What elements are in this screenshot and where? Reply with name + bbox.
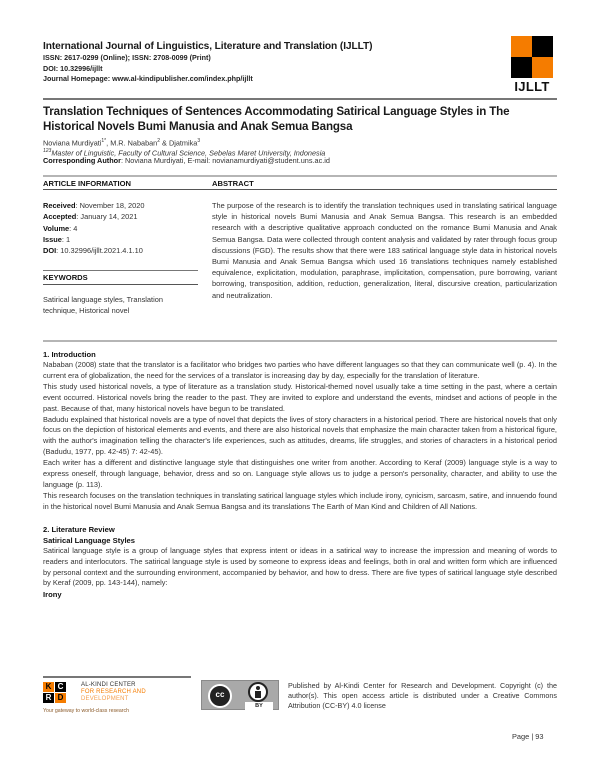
author-2-sup: 2	[157, 138, 161, 144]
kcrd-c: C	[55, 682, 66, 692]
info-issue	[43, 234, 193, 245]
abstract-heading: ABSTRACT	[212, 179, 254, 188]
intro-paragraph: Each writer has a different and distinctive language style that distinguishes one writer from another. According to Keraf (2009) language style is a way to express oneself, through language, behavior, dress and so on. Language style allows us to judge a person's personality, character, and ability to use the language (p. 113).	[43, 458, 557, 489]
info-accepted	[43, 211, 193, 222]
article-info-list	[43, 200, 193, 256]
info-value: : January 14, 2021	[76, 212, 138, 222]
kcrd-tagline: Your gateway to world-class research	[43, 708, 130, 714]
journal-title: International Journal of Linguistics, Literature and Translation (IJLLT)	[43, 41, 373, 52]
literature-review-heading: 2. Literature Review	[43, 524, 115, 534]
logo-text: IJLLT	[514, 79, 550, 94]
kcrd-line2: FOR RESEARCH AND	[81, 689, 146, 695]
journal-doi: DOI: 10.32996/ijllt	[43, 63, 103, 73]
kcrd-line1: AL-KINDI CENTER	[81, 682, 136, 688]
author-3: & Djatmika	[160, 138, 198, 148]
keywords-text: Satirical language styles, Translation technique, Historical novel	[43, 295, 163, 316]
kcrd-d: D	[55, 693, 66, 703]
corresponding-value: : Noviana Murdiyati, E-mail: novianamurdiyati@student.uns.ac.id	[120, 156, 330, 165]
corresponding-label: Corresponding Author	[43, 156, 121, 165]
kcrd-line3: DEVELOPMENT	[81, 696, 129, 702]
kcrd-r: R	[43, 693, 54, 703]
paper-title	[43, 104, 557, 134]
affiliation-sup: 123	[43, 148, 52, 154]
keywords-heading: KEYWORDS	[43, 273, 88, 282]
info-received	[43, 200, 193, 211]
irony-subheading: Irony	[43, 590, 62, 600]
page-number: Page | 93	[512, 732, 544, 741]
info-top-divider	[43, 175, 557, 177]
affiliation-text: Master of Linguistic, Faculty of Cultural Science, Sebelas Maret University, Indonesia	[51, 148, 326, 158]
info-label: Received	[43, 201, 76, 210]
info-header-underline	[43, 189, 557, 190]
intro-paragraph: Nababan (2008) state that the translator is a facilitator who bridges two parties who have different languages so that they can communicate well (p. 4). In the current era of globalization, the need for the services of a translator is increasing day by day, especially for the translation of literature.	[43, 360, 557, 380]
journal-homepage[interactable]: Journal Homepage: www.al-kindipublisher.com/index.php/ijllt	[43, 74, 253, 83]
literature-paragraph: Satirical language style is a group of language styles that express intent or ideas in a satirical way to increase the impression and meaning of words to readers and interlocutors. The satirical language style is used by someone to express ideas and feelings, both in oral and written form which are influenced by personal context and the surrounding environment, accompanied by behavior, and how to dress. There are five types of satirical language style described by Keraf (2009, pp. 143-144), namely:	[43, 545, 557, 588]
logo-checker-icon	[511, 36, 553, 78]
cc-by-label: BY	[245, 702, 273, 710]
author-3-sup: 3	[197, 138, 201, 144]
corresponding-author	[43, 156, 557, 166]
info-value: : 1	[61, 234, 71, 244]
info-value: : November 18, 2020	[75, 201, 145, 210]
author-1: Noviana Murdiyati	[43, 138, 102, 148]
author-2: , M.R. Nababan	[106, 138, 158, 148]
author-1-sup: 1*	[101, 138, 107, 144]
keywords-underline	[43, 284, 198, 285]
section-gap	[43, 513, 557, 524]
info-label: DOI	[43, 246, 57, 256]
info-doi-link[interactable]: : 10.32996/ijllt.2021.4.1.10	[56, 246, 143, 256]
body-text	[43, 349, 557, 600]
intro-paragraph: Badudu explained that historical novels are a type of novel that depicts the lives of story characters in a historical period. There are historical novels that only focus on the depiction of historical elements and events, and there are also historical novels that emphasize the main character taken from a historical figure, with the author's imagination telling the character's life experiences, such as attitudes, dreams, life struggles, and stories of characters in a historical period (Badudu, 1977, pp. 42-45) 7: 42-45).	[43, 414, 557, 457]
intro-paragraph: This study used historical novels, a type of literature as a translation study. Historical-themed novel usually take a time setting in the past, where a certain event occurred. Historical novels bring the reader to the past. They are invited to explore and understand the events, mindset and actions of people in the past. Because of that, many historical novels have begun to be translated.	[43, 381, 557, 413]
journal-issn: ISSN: 2617-0299 (Online); ISSN: 2708-0099 (Print)	[43, 53, 211, 62]
footer-divider	[43, 676, 191, 678]
license-text: Published by Al-Kindi Center for Research and Development. Copyright (c) the author(s). This open access article is distributed under a Creative Commons Attribution (CC-BY) 4.0 license	[288, 681, 557, 710]
header-divider	[43, 98, 557, 100]
paper-title-line1: Translation Techniques of Sentences Accommodating Satirical Language Styles in The	[43, 105, 510, 118]
info-label: Accepted	[43, 212, 77, 222]
intro-paragraph: This research focuses on the translation techniques in translating satirical language styles which include irony, cynicism, sarcasm, satire, and innuendo found in the historical novel Bumi Manusia and Anak Semua Bangsa and its translations The Earth of Man Kind and Children of All Nations.	[43, 490, 557, 511]
person-attribution-icon	[248, 682, 268, 702]
article-info-heading: ARTICLE INFORMATION	[43, 179, 132, 188]
info-value: : 4	[69, 223, 78, 233]
cc-icon: cc	[208, 684, 232, 708]
info-label: Issue	[43, 234, 62, 244]
kcrd-k: K	[43, 682, 54, 692]
abstract-text: The purpose of the research is to identify the translation techniques used in translating satirical language style in historical novels Bumi Manusia and Anak Semua Bangsa. This research is an embedded research with a descriptive qualitative approach conducted on the romance Bumi Manusia and Anak Semua Bangsa. Data were collected through content analysis and validated by rater through focus group discussions (FGD). The results show that there were 183 satirical language style data in historical novels Bumi Manusia and Anak Semua Bangsa which used 16 translations techniques namely established equivalence, explicitation, modulation, paraphrase, implicitation, compensation, pure borrowing, variant borrowing, transposition, addition, reduction, generalization, literal, discursive creation, particularization and neutralization.	[212, 201, 557, 300]
keywords-top-divider	[43, 270, 198, 271]
cc-by-license-badge[interactable]	[201, 680, 279, 710]
introduction-heading: 1. Introduction	[43, 350, 96, 359]
paper-title-line2: Historical Novels Bumi Manusia and Anak Semua Bangsa	[43, 120, 353, 133]
ijllt-logo	[506, 36, 558, 94]
al-kindi-logo	[43, 682, 193, 718]
satirical-styles-subheading: Satirical Language Styles	[43, 535, 136, 545]
info-doi	[43, 245, 193, 256]
info-bottom-divider	[43, 340, 557, 342]
journal-header	[43, 40, 483, 85]
info-volume	[43, 223, 193, 234]
info-label: Volume	[43, 223, 70, 233]
